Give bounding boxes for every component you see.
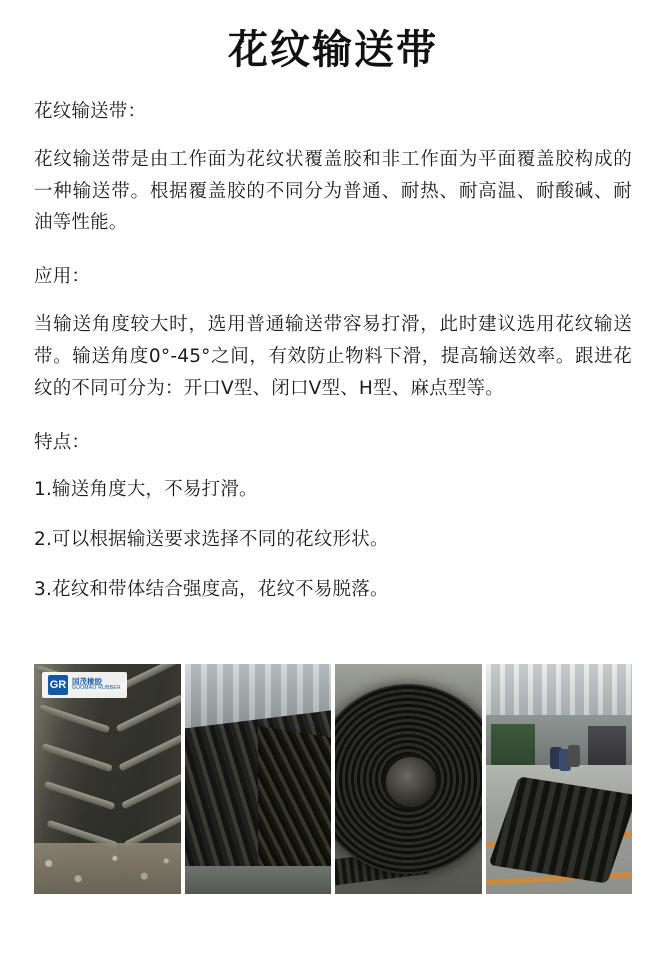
factory-roof	[486, 664, 633, 719]
paragraph-definition: 花纹输送带是由工作面为花纹状覆盖胶和非工作面为平面覆盖胶构成的一种输送带。根据覆盖胶的不同分为普通、耐热、耐高温、耐酸碱、耐油等性能。	[34, 148, 632, 234]
document-page	[0, 26, 666, 956]
logo-mark: GR	[48, 675, 68, 695]
worker-figure	[568, 745, 580, 767]
paragraph-feature-3: 3.花纹和带体结合强度高，花纹不易脱落。	[34, 578, 389, 600]
paragraph-application-heading: 应用：	[34, 266, 91, 288]
watermark-logo	[42, 672, 127, 698]
document-body	[0, 96, 666, 606]
paragraph-feature-1: 1.输送角度大，不易打滑。	[34, 479, 258, 501]
logo-text	[72, 678, 121, 691]
paragraph-application-body: 当输送角度较大时，选用普通输送带容易打滑，此时建议选用花纹输送带。输送角度0°-45°之间，有效防止物料下滑，提高输送效率。跟进花纹的不同可分为：开口V型、闭口V型、H型、麻点型等。	[34, 314, 632, 399]
photo-factory-floor-belt	[486, 664, 633, 894]
page-title: 花纹输送带	[228, 27, 438, 73]
photo-chevron-belt-closeup	[34, 664, 181, 894]
paragraph-feature-2: 2.可以根据输送要求选择不同的花纹形状。	[34, 529, 389, 551]
factory-machine-right	[588, 726, 626, 767]
image-gallery	[34, 664, 632, 894]
coil-hub	[383, 754, 439, 810]
paragraph-intro-heading: 花纹输送带：	[34, 101, 147, 122]
gravel-ground	[34, 843, 181, 894]
photo-belt-roll	[335, 664, 482, 894]
logo-text-cn: 国茂橡胶	[72, 677, 102, 687]
warehouse-floor	[185, 866, 332, 894]
factory-machine-left	[491, 724, 535, 770]
logo-text-en: GUOMAO RUBBER	[72, 685, 121, 692]
photo-stacked-chevron-belts	[185, 664, 332, 894]
paragraph-features-heading: 特点：	[34, 431, 91, 453]
